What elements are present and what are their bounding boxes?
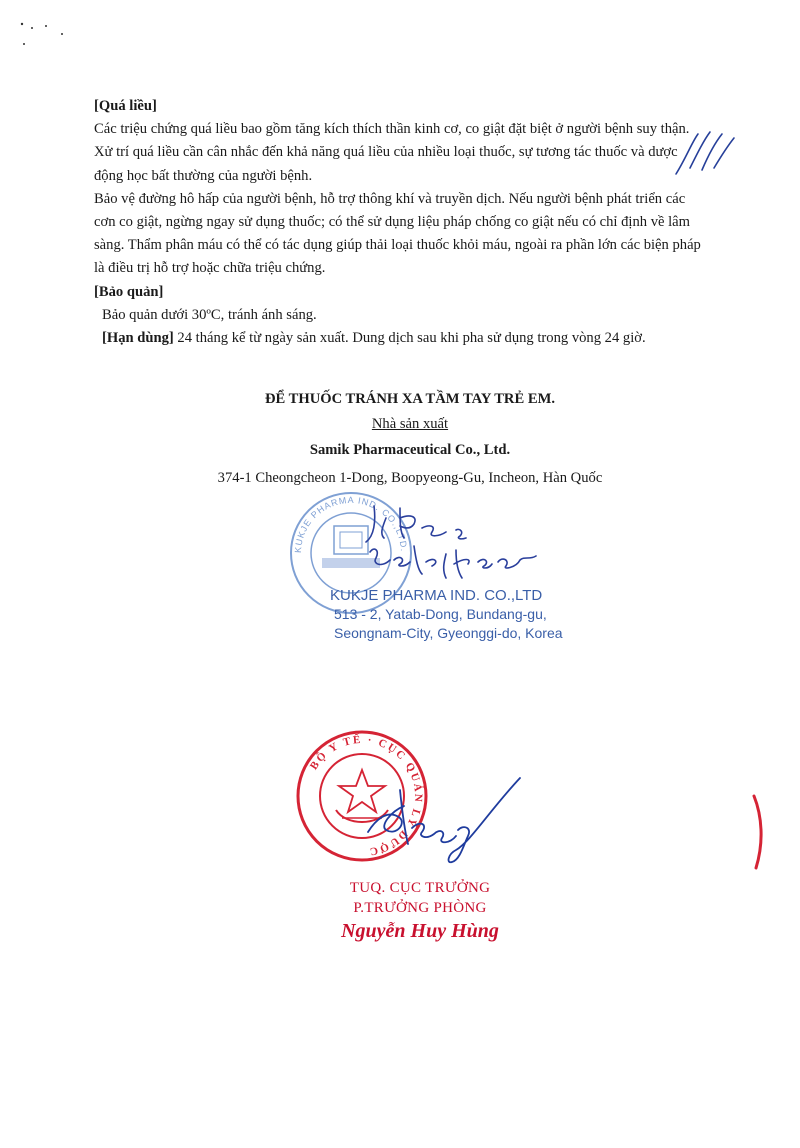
expiry-label: [Hạn dùng] bbox=[102, 330, 174, 347]
expiry-line bbox=[94, 327, 704, 350]
page-edge-red-mark bbox=[750, 792, 770, 872]
official-signature bbox=[360, 770, 540, 870]
company-stamp-address-1: 513 - 2, Yatab-Dong, Bundang-gu, bbox=[334, 606, 547, 622]
company-stamp-text bbox=[330, 586, 590, 643]
margin-initials-signature bbox=[672, 128, 742, 178]
company-stamp-address-2: Seongnam-City, Gyeonggi-do, Korea bbox=[334, 625, 563, 641]
overdose-paragraph-1: Các triệu chứng quá liều bao gồm tăng kích thích thần kinh cơ, co giật đặt biệt ở người bệnh suy thận. bbox=[94, 121, 690, 138]
overdose-paragraph-3: Bảo vệ đường hô hấp của người bệnh, hỗ trợ thông khí và truyền dịch. Nếu người bệnh phát triển các cơn co giật, ngừng ngay sử dụng thuốc; có thể sử dụng liệu pháp chống co giật nếu có chỉ định về lâm sàng. Thẩm phân máu có thể có tác dụng giúp thải loại thuốc khỏi máu, ngoài ra phần lớn các biện pháp là điều trị hỗ trợ hoặc chữa triệu chứng. bbox=[94, 190, 701, 277]
authority-signer-name: Nguyễn Huy Hùng bbox=[341, 920, 499, 942]
overdose-paragraph-2: Xử trí quá liều cần cân nhắc đến khả năng quá liều của nhiều loại thuốc, sự tương tác thuốc và dược động học bất thường của người bệnh. bbox=[94, 144, 678, 184]
authority-line-2: P.TRƯỞNG PHÒNG bbox=[353, 900, 487, 916]
overdose-heading: [Quá liều] bbox=[94, 98, 157, 114]
scan-specks bbox=[18, 22, 78, 52]
authority-line-1: TUQ. CỤC TRƯỞNG bbox=[349, 880, 491, 896]
manufacturer-label: Nhà sản xuất bbox=[371, 416, 449, 432]
manufacturer-name: Samik Pharmaceutical Co., Ltd. bbox=[309, 442, 511, 458]
manufacturer-address: 374-1 Cheongcheon 1-Dong, Boopyeong-Gu, Incheon, Hàn Quốc bbox=[217, 470, 603, 486]
company-stamp-name: KUKJE PHARMA IND. CO.,LTD bbox=[330, 587, 543, 604]
document-body bbox=[94, 95, 704, 350]
ministry-seal-ring-text: BỘ Y TẾ · CỤC QUẢN LÝ DƯỢC bbox=[307, 733, 425, 858]
company-stamp-ring-text: KUKJE PHARMA IND. CO.,LTD. bbox=[292, 494, 410, 554]
expiry-text: 24 tháng kể từ ngày sản xuất. Dung dịch sau khi pha sử dụng trong vòng 24 giờ. bbox=[173, 330, 646, 347]
storage-heading: [Bảo quản] bbox=[94, 283, 164, 300]
storage-text: Bảo quản dưới 30ºC, tránh ánh sáng. bbox=[102, 306, 317, 323]
child-safety-warning: ĐỂ THUỐC TRÁNH XA TẦM TAY TRẺ EM. bbox=[264, 391, 556, 407]
company-signatures bbox=[360, 498, 580, 598]
